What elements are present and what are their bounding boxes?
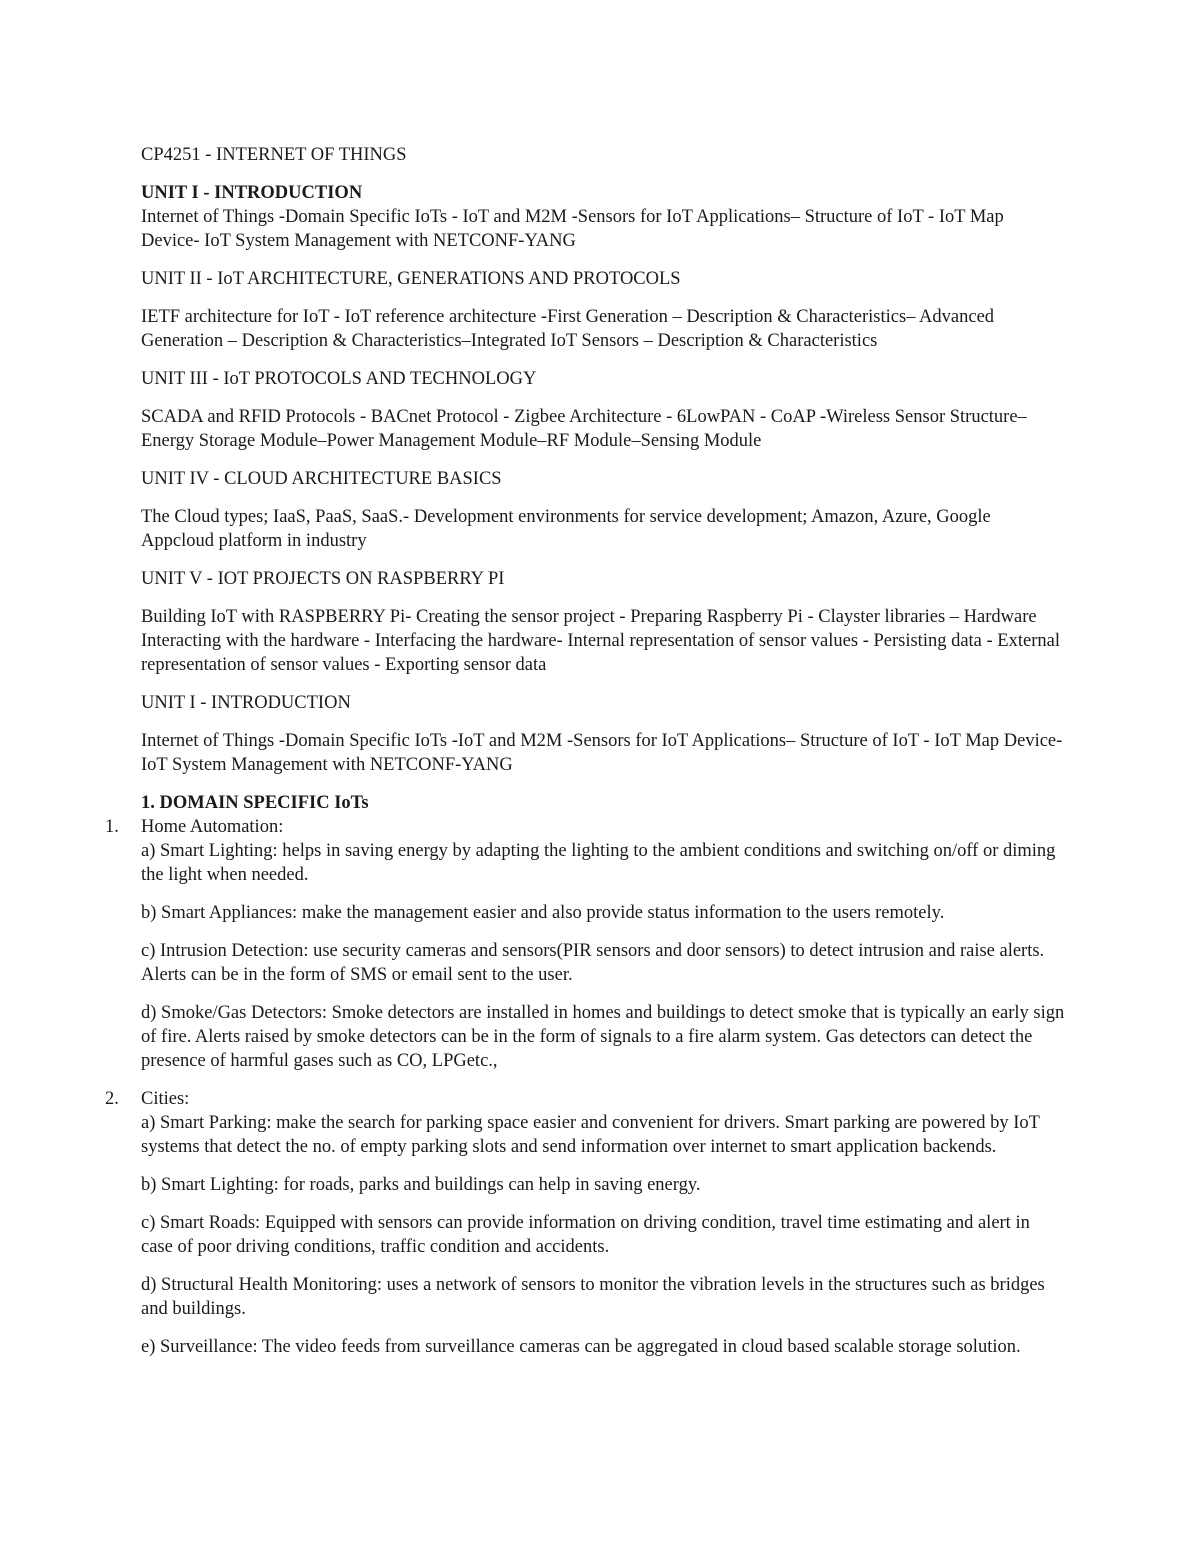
- list-item-cities: [105, 1087, 1066, 1359]
- unit4-heading: UNIT IV - CLOUD ARCHITECTURE BASICS: [141, 469, 502, 489]
- list-spacer: [141, 1073, 1066, 1087]
- list-point: a) Smart Parking: make the search for parking space easier and convenient for drivers. Smart parking are powered by IoT systems that detect the no. of empty parking slots and send information over internet to smart application backends.: [141, 1113, 1040, 1157]
- list-point: b) Smart Lighting: for roads, parks and buildings can help in saving energy.: [141, 1175, 701, 1195]
- unit1-repeat-heading: UNIT I - INTRODUCTION: [141, 693, 351, 713]
- unit2-heading: UNIT II - IoT ARCHITECTURE, GENERATIONS AND PROTOCOLS: [141, 269, 681, 289]
- unit3-topics: SCADA and RFID Protocols - BACnet Protocol - Zigbee Architecture - 6LowPAN - CoAP -Wireless Sensor Structure–Energy Storage Module–Power Management Module–RF Module–Sensing Module: [141, 407, 1027, 451]
- list-point: b) Smart Appliances: make the management easier and also provide status information to the users remotely.: [141, 903, 945, 923]
- list-point: d) Structural Health Monitoring: uses a network of sensors to monitor the vibration levels in the structures such as bridges and buildings.: [141, 1275, 1045, 1319]
- course-title: CP4251 - INTERNET OF THINGS: [141, 145, 407, 165]
- unit5-topics: Building IoT with RASPBERRY Pi- Creating the sensor project - Preparing Raspberry Pi - Clayster libraries – Hardware Interacting with the hardware - Interfacing the hardware- Internal representation of sensor values - Persisting data - External representation of sensor values - Exporting sensor data: [141, 607, 1060, 675]
- unit4-topics: The Cloud types; IaaS, PaaS, SaaS.- Development environments for service development; Amazon, Azure, Google Appcloud platform in industry: [141, 507, 991, 551]
- unit3-heading: UNIT III - IoT PROTOCOLS AND TECHNOLOGY: [141, 369, 537, 389]
- list-item-home-automation: [105, 815, 1066, 1073]
- document-body: [105, 143, 1066, 1359]
- unit5-heading: UNIT V - IOT PROJECTS ON RASPBERRY PI: [141, 569, 505, 589]
- list-point: e) Surveillance: The video feeds from surveillance cameras can be aggregated in cloud based scalable storage solution.: [141, 1337, 1021, 1357]
- list-point: d) Smoke/Gas Detectors: Smoke detectors are installed in homes and buildings to detect smoke that is typically an early sign of fire. Alerts raised by smoke detectors can be in the form of signals to a fire alarm system. Gas detectors can detect the presence of harmful gases such as CO, LPGetc.,: [141, 1003, 1065, 1071]
- unit1-heading: UNIT I - INTRODUCTION: [141, 183, 363, 203]
- list-point: c) Smart Roads: Equipped with sensors can provide information on driving condition, travel time estimating and alert in case of poor driving conditions, traffic condition and accidents.: [141, 1213, 1030, 1257]
- list-point: a) Smart Lighting: helps in saving energy by adapting the lighting to the ambient conditions and switching on/off or diming the light when needed.: [141, 841, 1056, 885]
- unit2-topics: IETF architecture for IoT - IoT reference architecture -First Generation – Description & Characteristics– Advanced Generation – Description & Characteristics–Integrated IoT Sensors – Description & Characteristics: [141, 307, 995, 351]
- list-point: c) Intrusion Detection: use security cameras and sensors(PIR sensors and door sensors) to detect intrusion and raise alerts. Alerts can be in the form of SMS or email sent to the user.: [141, 941, 1045, 985]
- list-item-title: Cities:: [141, 1089, 190, 1109]
- list-number: 2.: [105, 1089, 119, 1109]
- unit1-repeat-topics: Internet of Things -Domain Specific IoTs -IoT and M2M -Sensors for IoT Applications– Structure of IoT - IoT Map Device- IoT System Management with NETCONF-YANG: [141, 731, 1063, 775]
- section-heading: 1. DOMAIN SPECIFIC IoTs: [141, 793, 369, 813]
- unit1-topics: Internet of Things -Domain Specific IoTs - IoT and M2M -Sensors for IoT Applications– Structure of IoT - IoT Map Device- IoT System Management with NETCONF-YANG: [141, 207, 1004, 251]
- list-number: 1.: [105, 817, 119, 837]
- list-item-title: Home Automation:: [141, 817, 284, 837]
